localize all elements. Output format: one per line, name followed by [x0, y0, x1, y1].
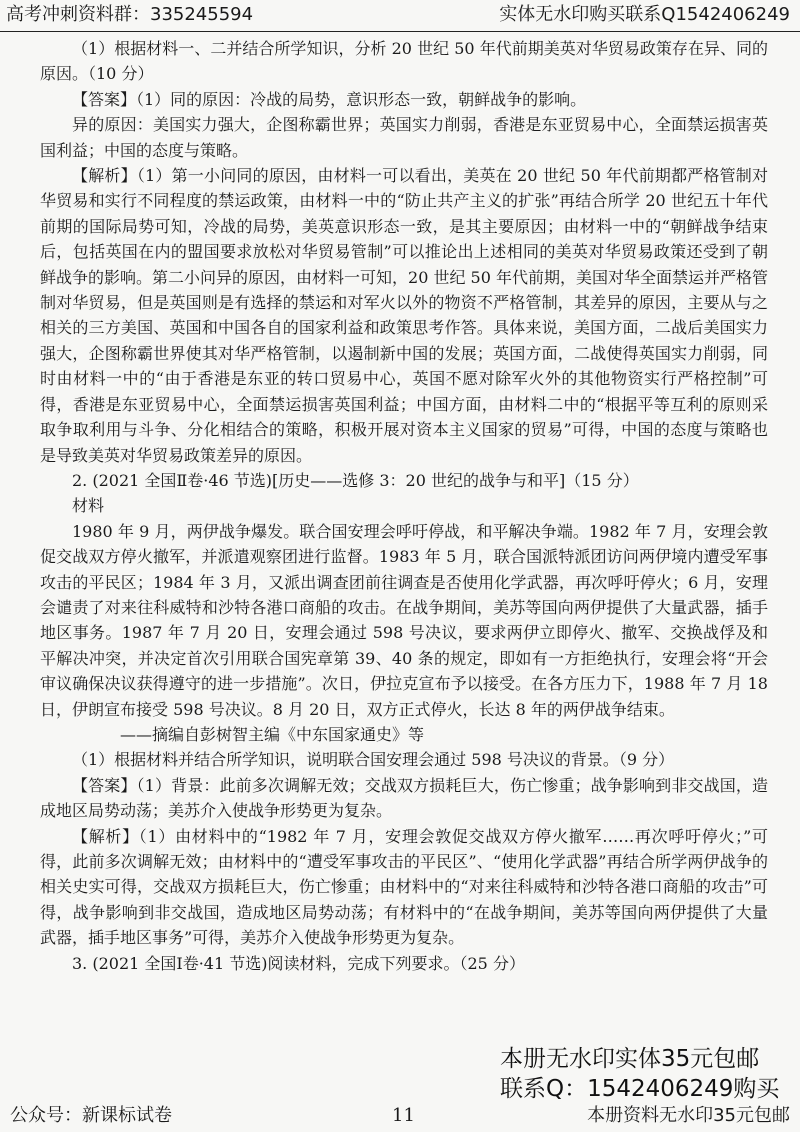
question-1-1: （1）根据材料一、二并结合所学知识，分析 20 世纪 50 年代前期美英对华贸易政策存在异、同的原因。（10 分） — [40, 39, 768, 84]
page-header — [0, 0, 800, 30]
watermark-overlay — [500, 1044, 800, 1104]
answer-1-1: 【答案】（1）同的原因：冷战的局势，意识形态一致，朝鲜战争的影响。 — [72, 89, 587, 109]
page-footer — [0, 1101, 800, 1131]
material-source: ——摘编自彭树智主编《中东国家通史》等 — [120, 724, 425, 744]
watermark-line-2: 联系Q：1542406249购买 — [500, 1076, 780, 1102]
question-3-heading: 3. (2021 全国Ⅰ卷·41 节选)阅读材料，完成下列要求。（25 分） — [72, 953, 525, 973]
question-2-heading: 2. (2021 全国Ⅱ卷·46 节选)[历史——选修 3：20 世纪的战争与和平]（15 分） — [72, 470, 639, 490]
answer-2-1: 【答案】（1）背景：此前多次调解无效；交战双方损耗巨大，伤亡惨重；战争影响到非交战国，造成地区局势动荡；美苏介入使战争形势更为复杂。 — [40, 775, 768, 821]
document-body — [40, 36, 768, 976]
analysis-1-1: 【解析】（1）第一小问同的原因，由材料一可以看出，美英在 20 世纪 50 年代前期都严格管制对华贸易和实行不同程度的禁运政策，由材料一中的“防止共产主义的扩张”再结合所学 20 世纪五十年代前期的国际局势可知，冷战的局势，美英意识形态一致，是其主要原因；由材料一中的“朝鲜战争结束后，包括英国在内的盟国要求放松对华贸易管制”可以推论出上述相同的美英对华贸易政策还受到了朝鲜战争的影响。第二小问异的原因，由材料一可知，20 世纪 50 年代前期，美国对华全面禁运并严格管制对华贸易，但是英国则是有选择的禁运和对军火以外的物资不严格管制，其差异的原因，主要从与之相关的三方美国、英国和中国各自的国家利益和政策思考作答。具体来说，美国方面，二战后美国实力强大，企图称霸世界使其对华严格管制，以遏制新中国的发展；英国方面，二战使得英国实力削弱，同时由材料一中的“由于香港是东亚的转口贸易中心，英国不愿对除军火外的其他物资实行严格控制”可得，香港是东亚贸易中心，全面禁运损害英国利益；中国方面，由材料二中的“根据平等互利的原则采取争取利用与斗争、分化相结合的策略，积极开展对资本主义国家的贸易”可得，中国的态度与策略也是导致美英对华贸易政策差异的原因。 — [40, 166, 768, 465]
header-divider — [0, 31, 800, 32]
footer-account: 公众号：新课标试卷 — [10, 1105, 172, 1126]
material-text: 1980 年 9 月，两伊战争爆发。联合国安理会呼吁停战，和平解决争端。1982 年 7 月，安理会敦促交战双方停火撤军，并派遣观察团进行监督。1983 年 5 月，联合国派特派团访问两伊境内遭受军事攻击的平民区；1984 年 3 月，又派出调查团前往调查是否使用化学武器，再次呼吁停火；6 月，安理会谴责了对来往科威特和沙特各港口商船的攻击。在战争期间，美苏等国向两伊提供了大量武器，插手地区事务。1987 年 7 月 20 日，安理会通过 598 号决议，要求两伊立即停火、撤军、交换战俘及和平解决冲突，并决定首次引用联合国宪章第 39、40 条的规定，即如有一方拒绝执行，安理会将“开会审议确保决议获得遵守的进一步措施”。次日，伊拉克宣布予以接受。在各方压力下，1988 年 7 月 18 日，伊朗宣布接受 598 号决议。8 月 20 日，双方正式停火，长达 8 年的两伊战争结束。 — [40, 521, 768, 719]
material-label: 材料 — [72, 496, 105, 516]
watermark-line-1: 本册无水印实体35元包邮 — [500, 1046, 760, 1072]
answer-1-1-diff: 异的原因：美国实力强大，企图称霸世界；英国实力削弱，香港是东亚贸易中心，全面禁运损害英国利益；中国的态度与策略。 — [40, 115, 768, 160]
header-qq-group: 高考冲刺资料群：335245594 — [6, 4, 254, 25]
analysis-2-1: 【解析】（1）由材料中的“1982 年 7 月，安理会敦促交战双方停火撤军……再次呼吁停火；”可得，此前多次调解无效；由材料中的“遭受军事攻击的平民区”、“使用化学武器”再结合所学两伊战争的相关史实可得，交战双方损耗巨大，伤亡惨重；由材料中的“对来往科威特和沙特各港口商船的攻击”可得，战争影响到非交战国，造成地区局势动荡；有材料中的“在战争期间，美苏等国向两伊提供了大量武器，插手地区事务”可得，美苏介入使战争形势更为复杂。 — [40, 826, 768, 948]
question-2-1: （1）根据材料并结合所学知识，说明联合国安理会通过 598 号决议的背景。（9 分） — [72, 750, 675, 770]
footer-promo: 本册资料无水印35元包邮 — [587, 1105, 790, 1126]
page-number: 11 — [392, 1105, 415, 1126]
header-purchase-contact: 实体无水印购买联系Q1542406249 — [499, 4, 790, 25]
